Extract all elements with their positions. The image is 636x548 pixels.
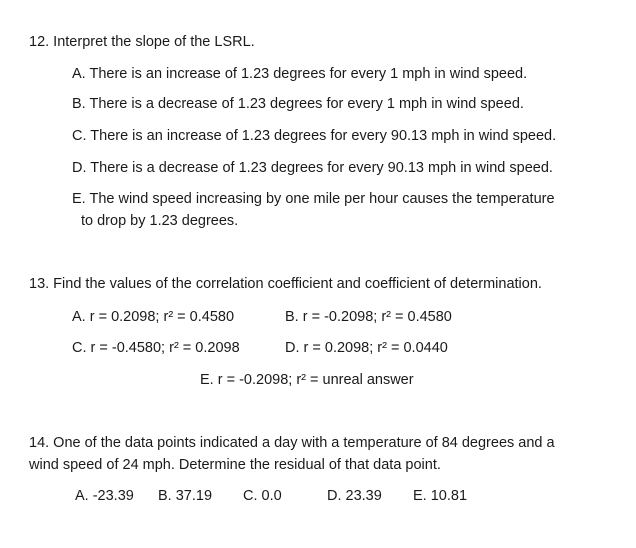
question-13-option-b: B. r = -0.2098; r² = 0.4580 xyxy=(285,309,452,325)
question-14-option-e: E. 10.81 xyxy=(413,488,468,504)
question-14-text-line-1: 14. One of the data points indicated a day with a temperature of 84 degrees and a xyxy=(29,435,555,451)
question-12-option-b: B. There is a decrease of 1.23 degrees for every 1 mph in wind speed. xyxy=(72,96,524,112)
question-14-option-d: D. 23.39 xyxy=(327,488,382,504)
question-13-title: 13. Find the values of the correlation coefficient and coefficient of determination. xyxy=(29,276,542,292)
question-12-option-d: D. There is a decrease of 1.23 degrees for every 90.13 mph in wind speed. xyxy=(72,160,553,176)
question-12-option-e: E. The wind speed increasing by one mile per hour causes the temperature xyxy=(72,191,555,207)
question-12-option-c: C. There is an increase of 1.23 degrees for every 90.13 mph in wind speed. xyxy=(72,128,557,144)
question-12-title: 12. Interpret the slope of the LSRL. xyxy=(29,34,255,50)
question-14-option-b: B. 37.19 xyxy=(158,488,213,504)
question-12-option-e-continued: to drop by 1.23 degrees. xyxy=(81,213,239,229)
question-14-option-a: A. -23.39 xyxy=(75,488,134,504)
question-13-option-c: C. r = -0.4580; r² = 0.2098 xyxy=(72,340,240,356)
question-13-option-a: A. r = 0.2098; r² = 0.4580 xyxy=(72,309,235,325)
question-12-option-a: A. There is an increase of 1.23 degrees for every 1 mph in wind speed. xyxy=(72,66,528,82)
question-14-text-line-2: wind speed of 24 mph. Determine the residual of that data point. xyxy=(29,457,441,473)
question-14-option-c: C. 0.0 xyxy=(243,488,282,504)
question-13-option-d: D. r = 0.2098; r² = 0.0440 xyxy=(285,340,448,356)
question-13-option-e: E. r = -0.2098; r² = unreal answer xyxy=(200,372,414,388)
